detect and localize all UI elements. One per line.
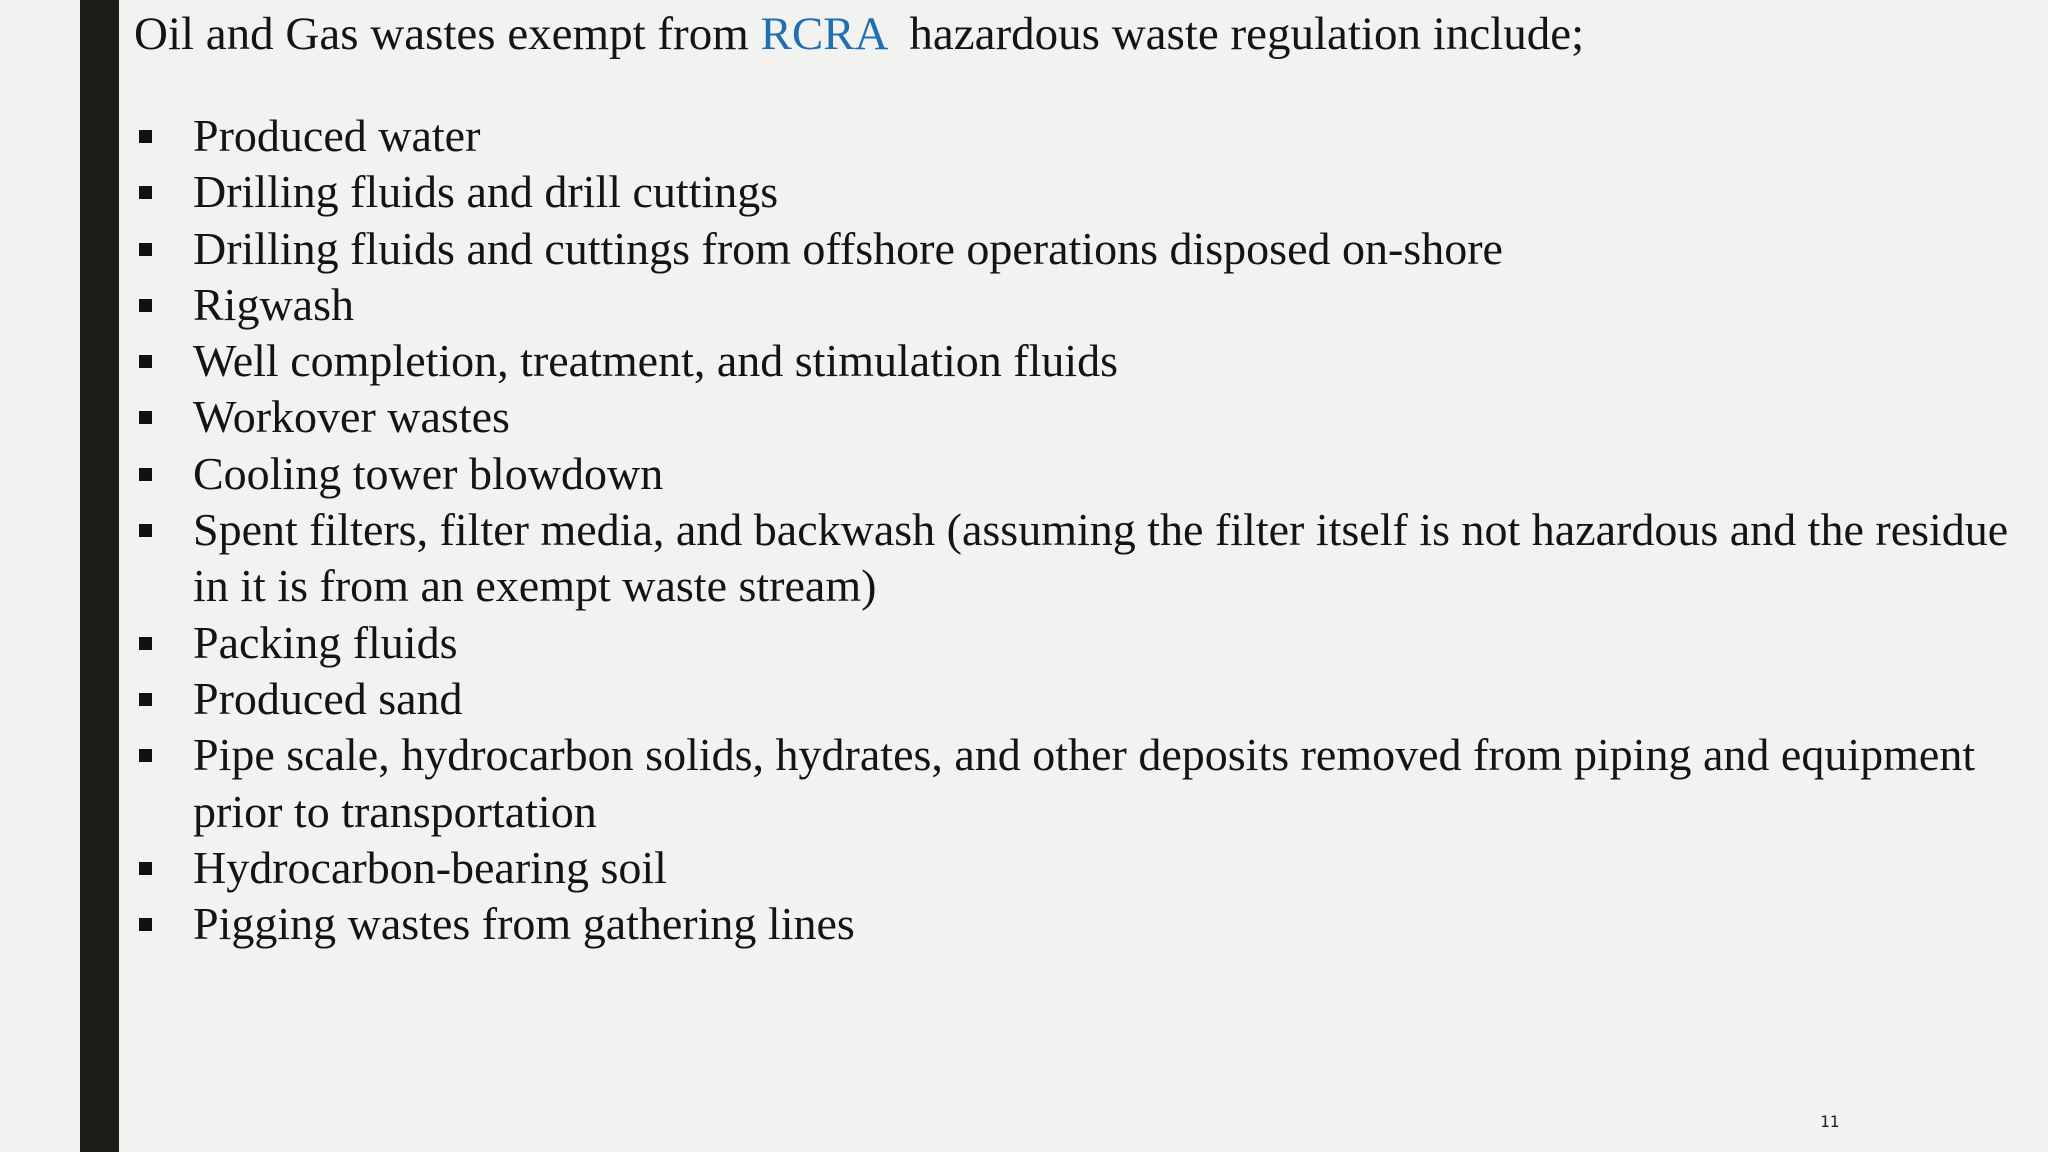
exempt-waste-list [134, 108, 2014, 952]
list-item-text: Drilling fluids and cuttings from offshore operations disposed on-shore [193, 222, 1503, 274]
square-bullet-icon [139, 918, 152, 931]
list-item [134, 615, 2014, 671]
intro-text-after: hazardous waste regulation include; [885, 8, 1585, 60]
square-bullet-icon [139, 186, 152, 199]
intro-sentence [134, 6, 2014, 62]
list-item [134, 502, 2014, 615]
list-item [134, 671, 2014, 727]
list-item-text: Drilling fluids and drill cuttings [193, 166, 779, 218]
square-bullet-icon [139, 468, 152, 481]
square-bullet-icon [139, 862, 152, 875]
list-item [134, 896, 2014, 952]
list-item-text: Spent filters, filter media, and backwash (assuming the filter itself is not hazardous and the residue in it is from an exempt waste stream) [193, 504, 2009, 612]
list-item-text: Workover wastes [193, 391, 510, 443]
list-item [134, 221, 2014, 277]
list-item [134, 333, 2014, 389]
list-item [134, 164, 2014, 220]
list-item-text: Well completion, treatment, and stimulation fluids [193, 335, 1119, 387]
square-bullet-icon [139, 299, 152, 312]
intro-text-before: Oil and Gas wastes exempt from [134, 8, 761, 60]
rcra-highlight: RCRA [760, 8, 886, 60]
list-item-text: Packing fluids [193, 616, 458, 668]
list-item-text: Cooling tower blowdown [193, 447, 664, 499]
list-item-text: Pigging wastes from gathering lines [193, 898, 855, 950]
left-accent-bar [80, 0, 119, 1152]
page-number: 11 [1820, 1112, 1840, 1131]
list-item-text: Rigwash [193, 278, 354, 330]
square-bullet-icon [139, 355, 152, 368]
square-bullet-icon [139, 243, 152, 256]
list-item [134, 727, 2014, 840]
list-item [134, 277, 2014, 333]
list-item-text: Produced water [193, 110, 481, 161]
list-item [134, 108, 2014, 164]
square-bullet-icon [139, 130, 152, 143]
square-bullet-icon [139, 524, 152, 537]
square-bullet-icon [139, 693, 152, 706]
list-item-text: Hydrocarbon-bearing soil [193, 841, 667, 893]
list-item-text: Pipe scale, hydrocarbon solids, hydrates, and other deposits removed from piping and equipment prior to transportation [193, 729, 1976, 837]
list-item [134, 446, 2014, 502]
square-bullet-icon [139, 749, 152, 762]
list-item-text: Produced sand [193, 672, 463, 724]
list-item [134, 840, 2014, 896]
slide-body [134, 6, 2014, 952]
square-bullet-icon [139, 637, 152, 650]
square-bullet-icon [139, 411, 152, 424]
list-item [134, 389, 2014, 445]
